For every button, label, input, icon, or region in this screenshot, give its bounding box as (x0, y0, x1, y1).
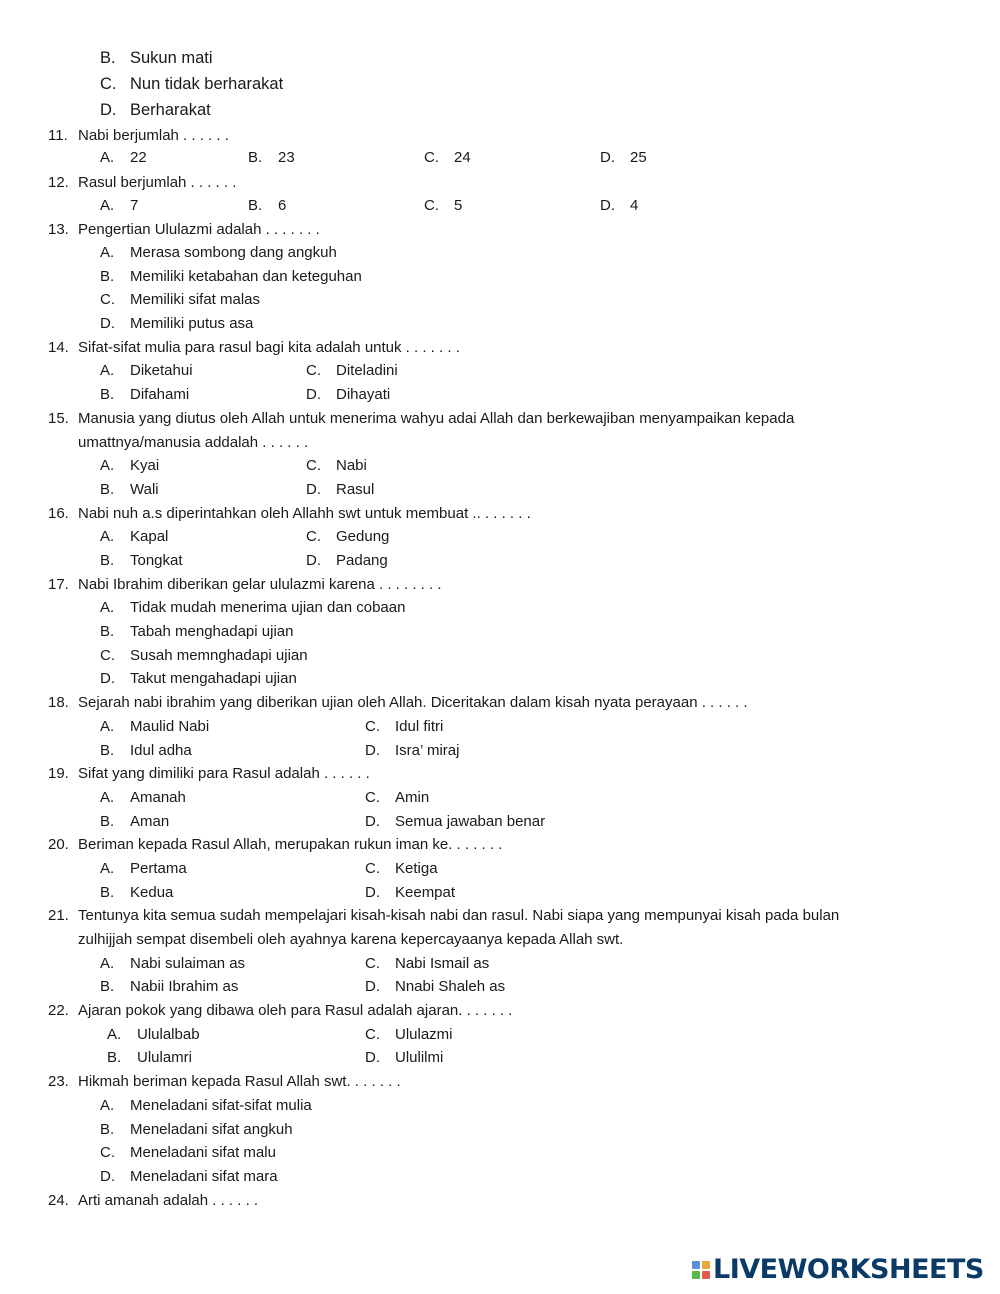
option-label[interactable]: A. (100, 1097, 115, 1114)
option-label[interactable]: A. (100, 457, 115, 474)
option-text[interactable]: 5 (454, 197, 463, 214)
option-label[interactable]: D. (306, 481, 321, 498)
option-label[interactable]: A. (100, 718, 115, 735)
option-text[interactable]: Meneladani sifat angkuh (130, 1121, 293, 1138)
question-number: 24. (48, 1192, 69, 1209)
question-text: Rasul berjumlah . . . . . . (78, 174, 237, 191)
option-text[interactable]: Kapal (130, 528, 169, 545)
option-label[interactable]: D. (365, 742, 380, 759)
option-text[interactable]: Merasa sombong dang angkuh (130, 244, 337, 261)
option-text[interactable]: Wali (130, 481, 159, 498)
question-number: 18. (48, 694, 69, 711)
option-text[interactable]: Maulid Nabi (130, 718, 210, 735)
option-text[interactable]: 23 (278, 149, 295, 166)
option-label[interactable]: D. (306, 552, 321, 569)
option-text[interactable]: Diteladini (336, 362, 398, 379)
option-label[interactable]: A. (100, 244, 115, 261)
question-text: Sifat-sifat mulia para rasul bagi kita adalah untuk . . . . . . . (78, 339, 460, 356)
question-number: 17. (48, 576, 69, 593)
question-text: Ajaran pokok yang dibawa oleh para Rasul adalah ajaran. . . . . . . (78, 1002, 513, 1019)
option-text[interactable]: Kyai (130, 457, 160, 474)
question-number: 19. (48, 765, 69, 782)
option-label[interactable]: D. (100, 1168, 115, 1185)
logo-square-4 (702, 1271, 710, 1279)
option-text[interactable]: Idul fitri (395, 718, 444, 735)
option-label[interactable]: C. (306, 528, 321, 545)
option-label[interactable]: C. (365, 789, 380, 806)
option-text[interactable]: Dihayati (336, 386, 391, 403)
option-text[interactable]: 7 (130, 197, 139, 214)
option-text[interactable]: Tongkat (130, 552, 183, 569)
option-label[interactable]: B. (100, 623, 115, 640)
option-text[interactable]: Nnabi Shaleh as (395, 978, 506, 995)
option-label[interactable]: C. (365, 955, 380, 972)
option-text[interactable]: Memiliki putus asa (130, 315, 254, 332)
question-number: 12. (48, 174, 69, 191)
option-text[interactable]: Tidak mudah menerima ujian dan cobaan (130, 599, 406, 616)
question-text: umattnya/manusia addalah . . . . . . (78, 434, 309, 451)
option-label[interactable]: D. (600, 149, 615, 166)
option-label[interactable]: C. (365, 860, 380, 877)
question-text: Nabi Ibrahim diberikan gelar ululazmi karena . . . . . . . . (78, 576, 442, 593)
option-text[interactable]: Keempat (395, 884, 456, 901)
option-text[interactable]: Isra’ miraj (395, 742, 460, 759)
option-text: Nun tidak berharakat (130, 75, 284, 93)
option-label: C. (100, 75, 117, 93)
option-text[interactable]: Amin (395, 789, 430, 806)
option-text[interactable]: 25 (630, 149, 647, 166)
question-text: Nabi nuh a.s diperintahkan oleh Allahh swt untuk membuat .. . . . . . . (78, 505, 531, 522)
option-text[interactable]: Ululilmi (395, 1049, 444, 1066)
option-text[interactable]: Nabi Ismail as (395, 955, 490, 972)
option-label[interactable]: A. (100, 955, 115, 972)
question-number: 13. (48, 221, 69, 238)
option-label[interactable]: B. (100, 978, 115, 995)
option-label[interactable]: D. (365, 1049, 380, 1066)
option-text[interactable]: Diketahui (130, 362, 193, 379)
option-label[interactable]: A. (100, 197, 115, 214)
question-text: Sejarah nabi ibrahim yang diberikan ujian oleh Allah. Diceritakan dalam kisah nyata perayaan . . . . . . (78, 694, 748, 711)
option-text[interactable]: Difahami (130, 386, 190, 403)
option-label[interactable]: B. (107, 1049, 122, 1066)
option-label[interactable]: A. (100, 362, 115, 379)
question-text: Tentunya kita semua sudah mempelajari kisah-kisah nabi dan rasul. Nabi siapa yang mempunyai kisah pada bulan (78, 907, 840, 924)
option-text[interactable]: Memiliki ketabahan dan keteguhan (130, 268, 362, 285)
option-label[interactable]: D. (365, 978, 380, 995)
option-text[interactable]: Pertama (130, 860, 187, 877)
option-text[interactable]: Rasul (336, 481, 375, 498)
question-text: Arti amanah adalah . . . . . . (78, 1192, 259, 1209)
option-label[interactable]: B. (248, 149, 263, 166)
question-text: zulhijjah sempat disembeli oleh ayahnya karena kepercayaanya kepada Allah swt. (78, 931, 624, 948)
question-text: Hikmah beriman kepada Rasul Allah swt. . . . . . . (78, 1073, 401, 1090)
option-label[interactable]: C. (424, 149, 439, 166)
option-text[interactable]: Idul adha (130, 742, 192, 759)
option-text[interactable]: 6 (278, 197, 287, 214)
option-text[interactable]: Ululamri (137, 1049, 193, 1066)
option-label[interactable]: C. (365, 718, 380, 735)
option-text[interactable]: Meneladani sifat-sifat mulia (130, 1097, 312, 1114)
option-text[interactable]: Susah memnghadapi ujian (130, 647, 308, 664)
question-number: 20. (48, 836, 69, 853)
option-label[interactable]: C. (306, 362, 321, 379)
option-label[interactable]: B. (100, 268, 115, 285)
option-text[interactable]: 24 (454, 149, 471, 166)
question-text: Sifat yang dimiliki para Rasul adalah . . . . . . (78, 765, 370, 782)
logo-wordmark: LIVEWORKSHEETS (713, 1254, 984, 1285)
option-label[interactable]: B. (100, 742, 115, 759)
option-label[interactable]: A. (100, 528, 115, 545)
option-label[interactable]: A. (100, 149, 115, 166)
option-label[interactable]: C. (100, 647, 115, 664)
option-text[interactable]: Takut mengahadapi ujian (130, 670, 297, 687)
question-number: 14. (48, 339, 69, 356)
option-label: B. (100, 49, 116, 67)
option-text[interactable]: Ketiga (395, 860, 438, 877)
option-label[interactable]: D. (365, 884, 380, 901)
question-text: Beriman kepada Rasul Allah, merupakan rukun iman ke. . . . . . . (78, 836, 503, 853)
option-label[interactable]: D. (306, 386, 321, 403)
option-text[interactable]: 22 (130, 149, 147, 166)
option-text[interactable]: Aman (130, 813, 170, 830)
logo-mark-icon (692, 1261, 710, 1279)
option-label[interactable]: C. (100, 291, 115, 308)
option-text: Berharakat (130, 101, 211, 119)
question-number: 16. (48, 505, 69, 522)
option-label[interactable]: B. (100, 481, 115, 498)
option-label[interactable]: A. (100, 789, 115, 806)
option-label[interactable]: B. (100, 1121, 115, 1138)
option-text[interactable]: Meneladani sifat mara (130, 1168, 278, 1185)
option-text[interactable]: Nabi (336, 457, 367, 474)
option-label[interactable]: C. (365, 1026, 380, 1043)
option-label[interactable]: C. (306, 457, 321, 474)
option-text[interactable]: Semua jawaban benar (395, 813, 546, 830)
option-label: D. (100, 101, 117, 119)
logo-square-2 (702, 1261, 710, 1269)
option-text[interactable]: Meneladani sifat malu (130, 1144, 276, 1161)
option-label[interactable]: D. (365, 813, 380, 830)
option-label[interactable]: D. (100, 670, 115, 687)
option-text: Sukun mati (130, 49, 213, 67)
option-text[interactable]: Nabii Ibrahim as (130, 978, 239, 995)
option-text[interactable]: Gedung (336, 528, 390, 545)
logo-square-1 (692, 1261, 700, 1269)
option-label[interactable]: A. (100, 860, 115, 877)
question-number: 11. (48, 127, 68, 144)
option-label[interactable]: D. (600, 197, 615, 214)
option-label[interactable]: B. (100, 884, 115, 901)
option-label[interactable]: B. (100, 552, 115, 569)
question-text: Nabi berjumlah . . . . . . (78, 127, 229, 144)
question-number: 23. (48, 1073, 69, 1090)
option-text[interactable]: Ululazmi (395, 1026, 453, 1043)
question-number: 22. (48, 1002, 69, 1019)
option-label[interactable]: A. (100, 599, 115, 616)
option-text[interactable]: 4 (630, 197, 639, 214)
question-number: 15. (48, 410, 69, 427)
option-label[interactable]: C. (100, 1144, 115, 1161)
option-label[interactable]: A. (107, 1026, 122, 1043)
option-label[interactable]: C. (424, 197, 439, 214)
option-text[interactable]: Nabi sulaiman as (130, 955, 246, 972)
option-text[interactable]: Tabah menghadapi ujian (130, 623, 294, 640)
option-label[interactable]: D. (100, 315, 115, 332)
option-text[interactable]: Amanah (130, 789, 186, 806)
question-text: Manusia yang diutus oleh Allah untuk menerima wahyu adai Allah dan berkewajiban menyampaikan kepada (78, 410, 795, 427)
option-label[interactable]: B. (248, 197, 263, 214)
option-label[interactable]: B. (100, 813, 115, 830)
logo-square-3 (692, 1271, 700, 1279)
option-text[interactable]: Padang (336, 552, 388, 569)
question-text: Pengertian Ululazmi adalah . . . . . . . (78, 221, 320, 238)
option-label[interactable]: B. (100, 386, 115, 403)
option-text[interactable]: Kedua (130, 884, 174, 901)
option-text[interactable]: Ululalbab (137, 1026, 200, 1043)
option-text[interactable]: Memiliki sifat malas (130, 291, 261, 308)
question-number: 21. (48, 907, 69, 924)
liveworksheets-logo[interactable] (692, 1256, 984, 1284)
